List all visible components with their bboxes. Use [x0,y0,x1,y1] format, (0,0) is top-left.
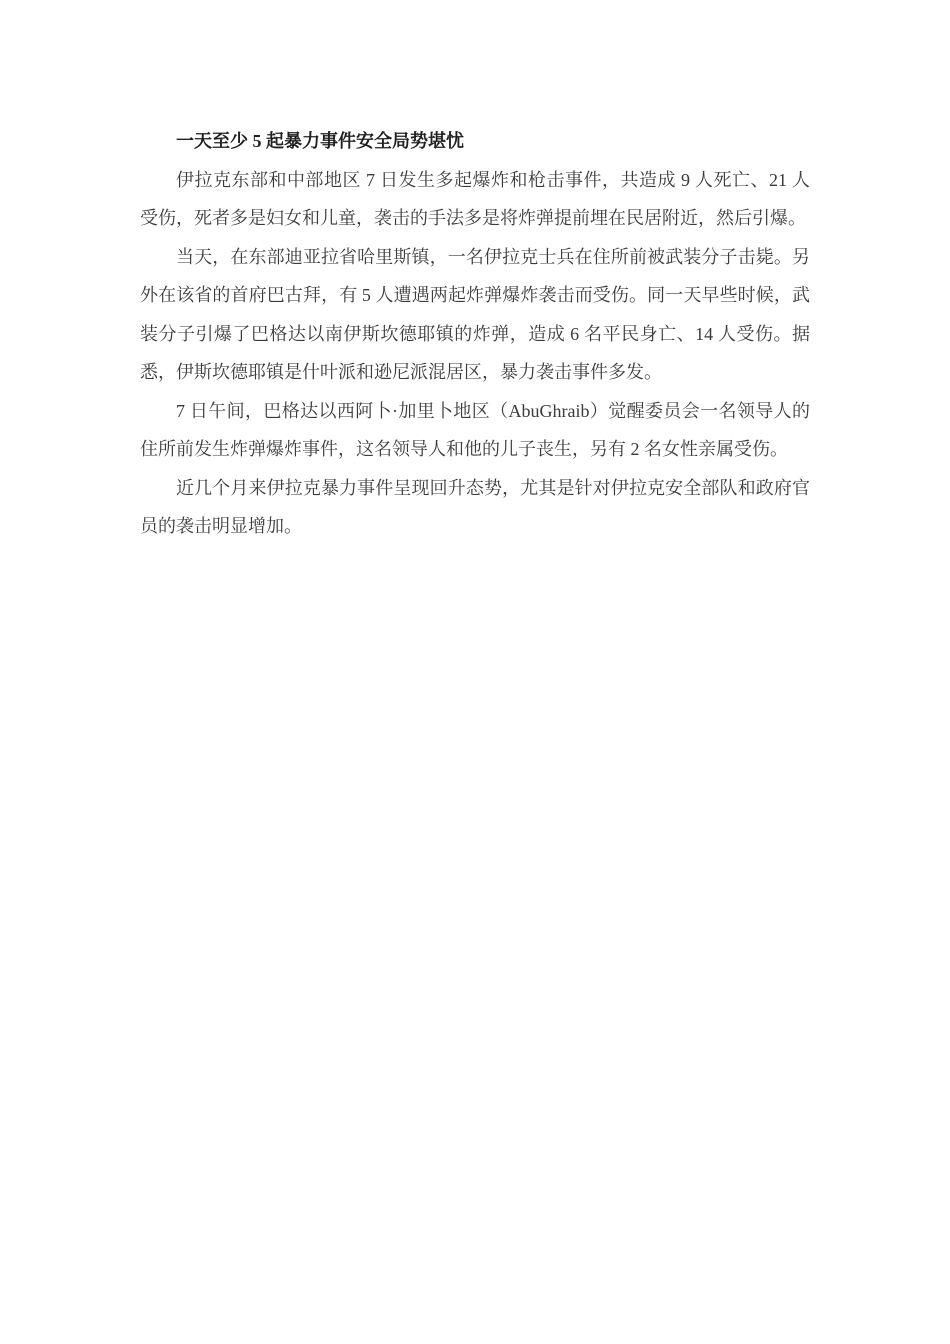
article-paragraph: 当天，在东部迪亚拉省哈里斯镇，一名伊拉克士兵在住所前被武装分子击毙。另外在该省的首府巴古拜，有 5 人遭遇两起炸弹爆炸袭击而受伤。同一天早些时候，武装分子引爆了巴格达以南伊斯坎德耶镇的炸弹，造成 6 名平民身亡、14 人受伤。据悉，伊斯坎德耶镇是什叶派和逊尼派混居区，暴力袭击事件多发。 [140,246,810,382]
article-paragraph: 伊拉克东部和中部地区 7 日发生多起爆炸和枪击事件，共造成 9 人死亡、21 人受伤，死者多是妇女和儿童，袭击的手法多是将炸弹提前埋在民居附近，然后引爆。 [140,169,810,228]
article-headline: 一天至少 5 起暴力事件安全局势堪忧 [176,131,464,151]
article-body [140,122,810,546]
article-paragraph: 7 日午间，巴格达以西阿卜·加里卜地区（AbuGhraib）觉醒委员会一名领导人的住所前发生炸弹爆炸事件，这名领导人和他的儿子丧生，另有 2 名女性亲属受伤。 [140,400,810,459]
article-paragraph: 近几个月来伊拉克暴力事件呈现回升态势，尤其是针对伊拉克安全部队和政府官员的袭击明显增加。 [140,477,810,536]
